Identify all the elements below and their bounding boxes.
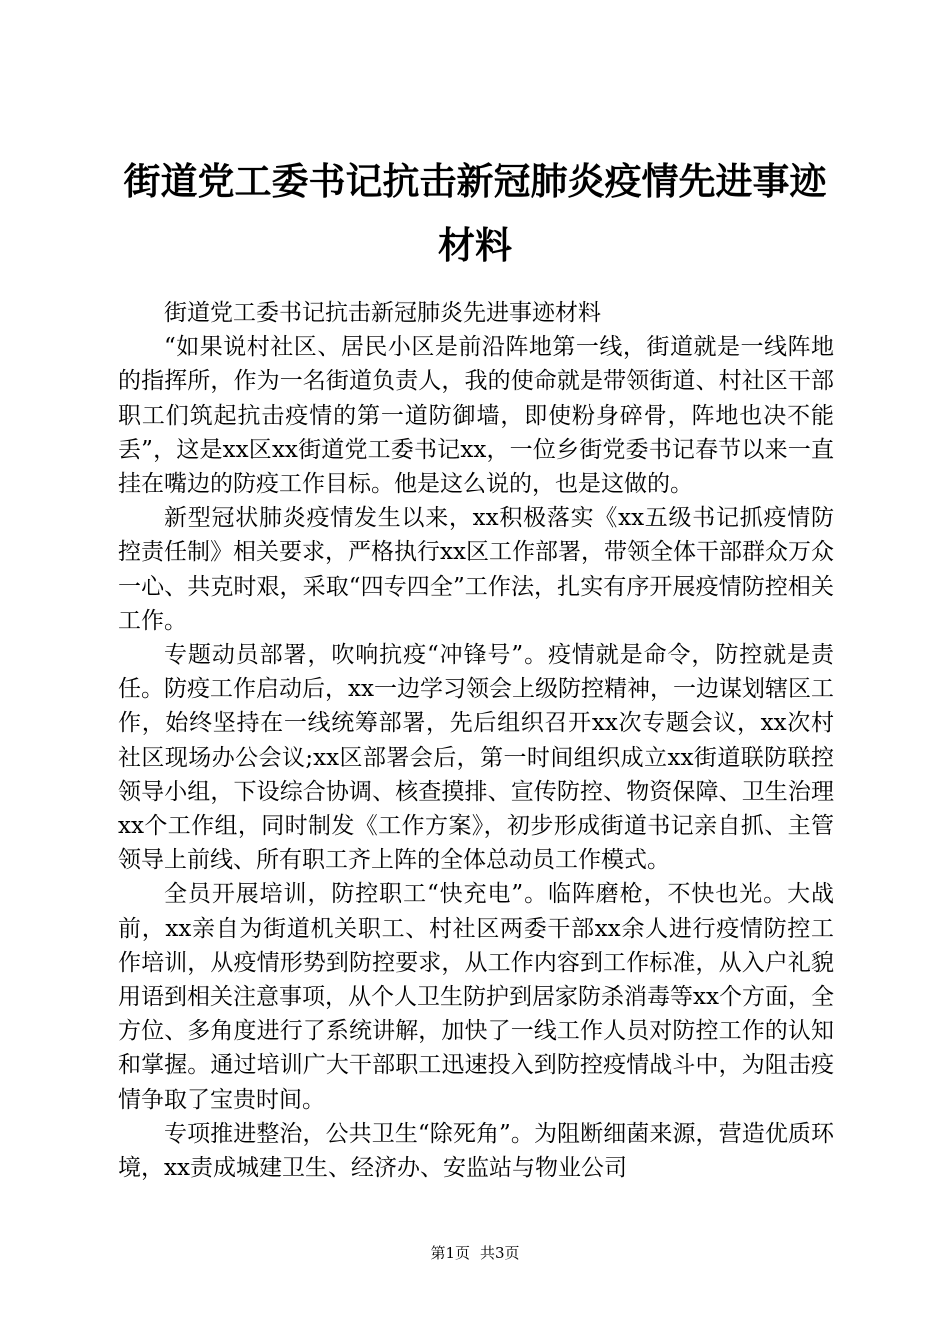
body-paragraph: 街道党工委书记抗击新冠肺炎先进事迹材料 — [164, 300, 601, 326]
body-paragraph: 新型冠状肺炎疫情发生以来，xx积极落实《xx五级书记抓疫情防控责任制》相关要求，严格执行xx区工作部署，带领全体干部群众万众一心、共克时艰，采取“四专四全”工作法，扎实有序开展疫情防控相关工作。 — [118, 505, 834, 634]
page-footer — [0, 1242, 950, 1264]
body-paragraph: “如果说村社区、居民小区是前沿阵地第一线，街道就是一线阵地的指挥所，作为一名街道负责人，我的使命就是带领街道、村社区干部职工们筑起抗击疫情的第一道防御墙，即使粉身碎骨，阵地也决不能丢”，这是xx区xx街道党工委书记xx，一位乡街党委书记春节以来一直挂在嘴边的防疫工作目标。他是这么说的，也是这做的。 — [118, 334, 834, 498]
page-total: 共3页 — [480, 1244, 520, 1262]
body-paragraph: 专项推进整治，公共卫生“除死角”。为阻断细菌来源，营造优质环境，xx责成城建卫生、经济办、安监站与物业公司 — [118, 1120, 834, 1182]
body-paragraph: 全员开展培训，防控职工“快充电”。临阵磨枪，不快也光。大战前，xx亲自为街道机关职工、村社区两委干部xx余人进行疫情防控工作培训，从疫情形势到防控要求，从工作内容到工作标准，从入户礼貌用语到相关注意事项，从个人卫生防护到居家防杀消毒等xx个方面，全方位、多角度进行了系统讲解，加快了一线工作人员对防控工作的认知和掌握。通过培训广大干部职工迅速投入到防控疫情战斗中，为阻击疫情争取了宝贵时间。 — [118, 881, 834, 1113]
document-title: 街道党工委书记抗击新冠肺炎疫情先进事迹材料 — [123, 160, 827, 267]
document-body — [118, 296, 834, 1185]
body-paragraph: 专题动员部署，吹响抗疫“冲锋号”。疫情就是命令，防控就是责任。防疫工作启动后，xx一边学习领会上级防控精神，一边谋划辖区工作，始终坚持在一线统筹部署，先后组织召开xx次专题会议，xx次村社区现场办公会议;xx区部署会后，第一时间组织成立xx街道联防联控领导小组，下设综合协调、核查摸排、宣传防控、物资保障、卫生治理xx个工作组，同时制发《工作方案》，初步形成街道书记亲自抓、主管领导上前线、所有职工齐上阵的全体总动员工作模式。 — [118, 642, 834, 874]
page-number: 第1页 — [430, 1244, 470, 1262]
